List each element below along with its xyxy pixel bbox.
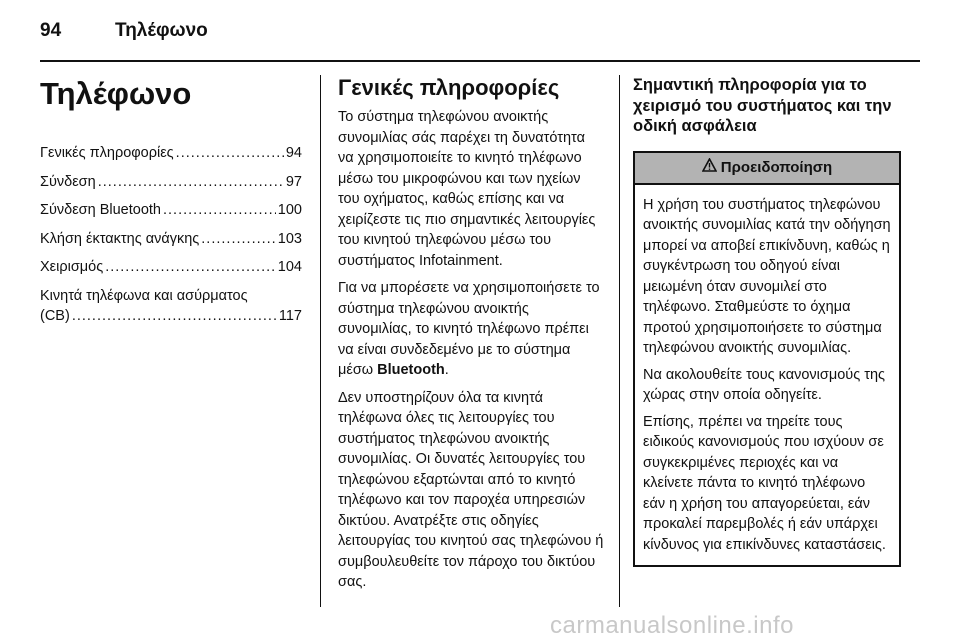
toc-entry-label: Χειρισμός [40,259,104,275]
toc-leader-dots [163,200,276,221]
warning-triangle-icon [702,158,717,177]
toc-entry-label: Σύνδεση [40,173,96,190]
bluetooth-term: Bluetooth [377,362,445,378]
body-text: Για να μπορέσετε να χρησιμοποιήσετε το σύστημα τηλεφώνου ανοικτής συνομιλίας, το κινητό τηλέφωνο πρέπει να είναι συνδεδεμένο με το σύστημα μέσω [338,280,600,378]
toc-entry[interactable] [40,200,302,221]
table-of-contents [40,143,302,327]
chapter-title: Τηλέφωνο [40,76,192,111]
watermark: carmanualsonline.info [550,612,794,639]
toc-entry[interactable] [40,286,302,327]
toc-leader-dots [98,172,284,193]
body-paragraph: Το σύστημα τηλεφώνου ανοικτής συνομιλίας σάς παρέχει τη δυνατότητα να χρησιμοποιείτε το κινητό τηλέφωνο μέσω του μικροφώνου και των ηχείων του οχήματος, καθώς επίσης και να χειρίζεστε τις πιο σημαντικές λειτουργίες του κινητού τηλεφώνου μέσω του συστήματος Infotainment. [338,109,596,269]
column-divider [320,75,321,607]
toc-leader-dots [105,257,276,278]
toc-entry-page: 97 [285,173,302,190]
body-paragraph: Δεν υποστηρίζουν όλα τα κινητά τηλέφωνα όλες τις λειτουργίες του συστήματος τηλεφώνου ανοικτής συνομιλίας. Οι δυνατές λειτουργίες του τηλεφώνου εξαρτώνται από το κινητό τηλέφωνο και τον παροχέα υπηρεσιών δικτύου. Ανατρέξτε στις οδηγίες λειτουργίας του κινητού σας τηλεφώνου ή συμβουλευθείτε τον πάροχο του δικτύου σας. [338,389,604,590]
toc-entry[interactable] [40,257,302,278]
page-header [40,14,920,54]
column-divider [619,75,620,607]
header-rule [40,60,920,62]
warning-paragraph: Επίσης, πρέπει να τηρείτε τους ειδικούς κανονισμούς που ισχύουν σε συγκεκριμένες περιοχές και να κλείνετε πάντα το κινητό τηλέφωνο εάν η χρήση του απαγορεύεται, εάν προκαλεί παρεμβολές ή εάν υπάρχει κίνδυνος για επικίνδυνες καταστάσεις. [643,413,886,553]
toc-entry[interactable] [40,143,302,164]
toc-entry-label: Γενικές πληροφορίες [40,145,174,161]
toc-leader-dots [201,229,276,250]
toc-entry-label: Κλήση έκτακτης ανάγκης [40,230,200,247]
toc-leader-dots [176,143,284,164]
toc-entry-page: 117 [278,308,302,324]
warning-paragraph: Να ακολουθείτε τους κανονισμούς της χώρας στην οποία οδηγείτε. [643,366,885,403]
toc-entry-page: 94 [285,145,302,161]
warning-body [635,185,899,566]
body-paragraph [338,278,604,381]
toc-entry-label-line: Κινητά τηλέφωνα και ασύρματος [40,287,248,304]
toc-entry-page: 103 [277,230,302,247]
toc-entry-page: 104 [277,259,302,275]
column-general-info [338,75,604,600]
section-heading: Γενικές πληροφορίες [338,75,560,100]
warning-header [635,153,899,185]
warning-box [633,151,901,568]
warning-paragraph: Η χρήση του συστήματος τηλεφώνου ανοικτής συνομιλίας κατά την οδήγηση μπορεί να αποβεί επικίνδυνη, καθώς η συγκέντρωση του οδηγού είναι μειωμένη όταν συνομιλεί στο τηλέφωνο. Σταθμεύστε το όχημα προτού χρησιμοποιήσετε το σύστημα τηλεφώνου ανοικτής συνομιλίας. [643,196,891,356]
toc-entry-label: (CB) [40,308,70,324]
toc-entry-page: 100 [277,202,302,218]
column-safety [633,75,901,567]
body-text: . [444,362,449,378]
subsection-heading: Σημαντική πληροφορία για το χειρισμό του συστήματος και την οδική ασφάλεια [633,76,892,135]
warning-title: Προειδοποίηση [720,159,833,176]
toc-entry[interactable] [40,172,302,193]
column-contents [40,75,302,335]
toc-entry-label: Σύνδεση Bluetooth [40,202,161,218]
running-title: Τηλέφωνο [115,20,208,41]
toc-entry[interactable] [40,229,302,250]
toc-leader-dots [72,306,277,327]
page-number: 94 [40,20,62,41]
